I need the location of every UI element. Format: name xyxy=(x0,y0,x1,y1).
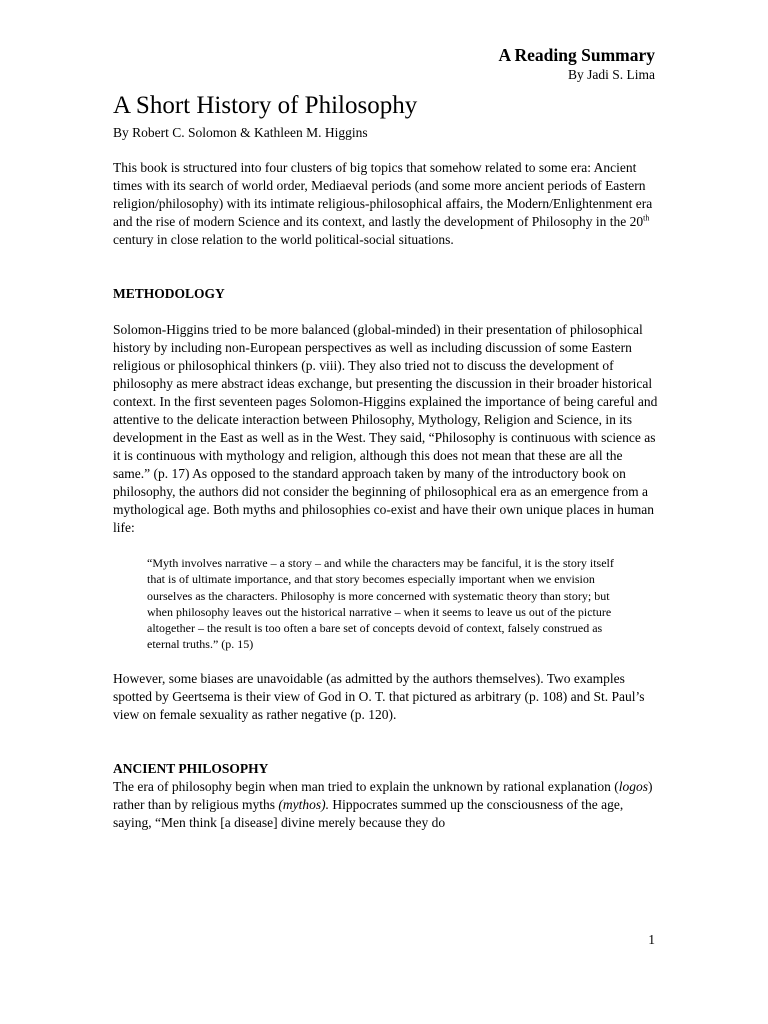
ancient-text-end: Hippocrates summed up the consciousness of the age, saying, “Men think [a disease] divine merely because they do xyxy=(113,796,624,830)
ancient-text-start: The era of philosophy begin when man tried to explain the unknown by rational explanation ( xyxy=(113,778,619,794)
ancient-text-mid: ) rather than by religious myths xyxy=(113,778,653,812)
doc-type-label: A Reading Summary xyxy=(498,45,655,65)
document-header xyxy=(498,44,655,84)
methodology-paragraph: Solomon-Higgins tried to be more balanced (global-minded) in their presentation of philosophical history by including non-European perspectives as well as including discussion of some Eastern religious or philosophical thinkers (p. viii). They also tried not to discuss the development of philosophy as mere abstract ideas exchange, but presenting the discussion in their broader historical context. In the first seventeen pages Solomon-Higgins explained the importance of being careful and attentive to the delicate interaction between Philosophy, Mythology, Religion and Science, in its development in the East as well as in the West. They said, “Philosophy is continuous with science as it is continuous with mythology and religion, although this does not mean that these are all the same.” (p. 17) As opposed to the standard approach taken by many of the introductory book on philosophy, the authors did not consider the beginning of philosophical era as an emergence from a mythological age. Both myths and philosophies co-exist and have their own unique places in human life: xyxy=(113,322,658,535)
intro-text-start: This book is structured into four clusters of big topics that somehow related to some era: Ancient times with its search of world order, Mediaeval periods (and some more ancient periods of Eastern religion/philosophy) with its intimate religious-philosophical affairs, the Modern/Enlightenment era and the rise of modern Science and its context, and lastly the development of Philosophy in the 20 xyxy=(113,160,653,229)
intro-superscript: th xyxy=(643,213,650,223)
page-number: 1 xyxy=(648,932,655,947)
book-title: A Short History of Philosophy xyxy=(113,92,418,119)
summary-byline: By Jadi S. Lima xyxy=(568,67,655,82)
book-authors: By Robert C. Solomon & Kathleen M. Higgins xyxy=(113,125,368,140)
biases-paragraph: However, some biases are unavoidable (as admitted by the authors themselves). Two examples spotted by Geertsema is their view of God in O. T. that pictured as arbitrary (p. 108) and St. Paul’s view on female sexuality as rather negative (p. 120). xyxy=(113,670,645,722)
intro-text-end: century in close relation to the world political-social situations. xyxy=(113,232,454,247)
intro-paragraph xyxy=(113,159,658,249)
ancient-paragraph xyxy=(113,778,658,832)
block-quote: “Myth involves narrative – a story – and while the characters may be fanciful, it is the story itself that is of ultimate importance, and that story becomes especially important when we envision ourselves as the characters. Philosophy is more concerned with systematic theory than story; but when philosophy leaves out the historical narrative – when it seems to leave us out of the picture altogether – the result is too often a bare set of concepts devoid of context, falsely construed as eternal truths.” (p. 15) xyxy=(147,556,614,652)
mythos-term: (mythos). xyxy=(278,796,329,812)
logos-term: logos xyxy=(618,778,649,794)
ancient-philosophy-heading: ANCIENT PHILOSOPHY xyxy=(113,760,269,776)
methodology-heading: METHODOLOGY xyxy=(113,286,225,301)
page-content xyxy=(113,90,658,832)
